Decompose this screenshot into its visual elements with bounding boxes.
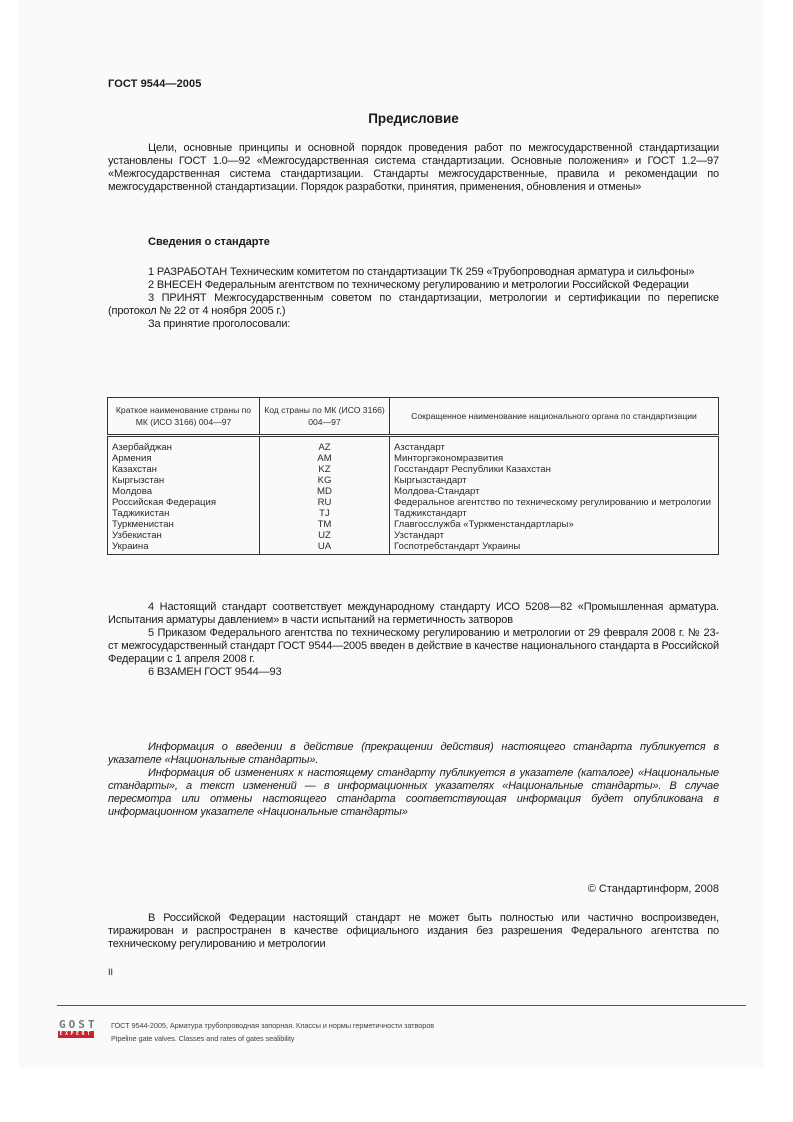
country-cell: Азербайджан <box>108 436 260 454</box>
body-cell: Кыргызстандарт <box>390 475 719 486</box>
info-item-5: 5 Приказом Федерального агентства по техническому регулированию и метрологии от 29 февраля 2008 г. № 23-ст межгосударственный стандарт ГОСТ 9544—2005 введен в действие в качестве национального стандарта в Российской Федерации с 1 апреля 2008 г. <box>108 627 719 665</box>
country-cell: Украина <box>108 541 260 555</box>
reproduction-text: В Российской Федерации настоящий стандарт не может быть полностью или частично воспроизведен, тиражирован и распространен в качестве официального издания без разрешения Федерального агентства по техническому регулированию и метрологии <box>108 912 719 950</box>
reproduction-notice <box>108 912 719 951</box>
table-row <box>108 486 719 497</box>
table-header-row <box>108 398 719 436</box>
logo-text-top: GOST <box>59 1018 98 1031</box>
info-item-4: 4 Настоящий стандарт соответствует международному стандарту ИСО 5208—82 «Промышленная арматура. Испытания арматуры давлением» в части испытаний на герметичность затворов <box>108 601 719 626</box>
page-title: Предисловие <box>368 111 459 126</box>
country-cell: Узбекистан <box>108 530 260 541</box>
table-row <box>108 475 719 486</box>
section-title: Сведения о стандарте <box>148 236 270 248</box>
footer-document-info <box>111 1019 434 1045</box>
copyright-notice: © Стандартинформ, 2008 <box>587 883 719 895</box>
country-cell: Казахстан <box>108 464 260 475</box>
info-item-6: 6 ВЗАМЕН ГОСТ 9544—93 <box>148 666 282 678</box>
standard-info-list-continued <box>108 601 719 679</box>
body-cell: Федеральное агентство по техническому регулированию и метрологии <box>390 497 719 508</box>
country-cell: Молдова <box>108 486 260 497</box>
table-row <box>108 464 719 475</box>
body-cell: Азстандарт <box>390 436 719 454</box>
country-cell: Туркменистан <box>108 519 260 530</box>
table-row <box>108 436 719 454</box>
publication-info-notes <box>108 741 719 819</box>
code-cell: RU <box>260 497 390 508</box>
country-cell: Кыргызстан <box>108 475 260 486</box>
footer-title-ru: ГОСТ 9544-2005, Арматура трубопроводная запорная. Классы и нормы герметичности затворов <box>111 1021 435 1030</box>
table-row <box>108 497 719 508</box>
body-cell: Главгосслужба «Туркменстандартлары» <box>390 519 719 530</box>
table-row <box>108 508 719 519</box>
table-row <box>108 530 719 541</box>
code-cell: UA <box>260 541 390 555</box>
info-note-2: Информация об изменениях к настоящему стандарту публикуется в указателе (каталоге) «Национальные стандарты», а текст изменений — в информационных указателях «Национальные стандарты». В случае пересмотра или отмены настоящего стандарта соответствующая информация будет опубликована в информационном указателе «Национальные стандарты» <box>108 767 719 818</box>
table-row <box>108 519 719 530</box>
intro-paragraph <box>108 142 719 194</box>
footer-title-en: Pipeline gate valves. Classes and rates of gates sealibility <box>111 1034 295 1043</box>
code-cell: AZ <box>260 436 390 454</box>
code-cell: AM <box>260 453 390 464</box>
header-country: Краткое наименование страны по МК (ИСО 3166) 004—97 <box>108 398 260 436</box>
table-row <box>108 453 719 464</box>
code-cell: TM <box>260 519 390 530</box>
body-cell: Госпотребстандарт Украины <box>390 541 719 555</box>
info-item-3: 3 ПРИНЯТ Межгосударственным советом по стандартизации, метрологии и сертификации по переписке (протокол № 22 от 4 ноября 2005 г.) <box>108 292 719 317</box>
logo-text-bottom: EXPERT <box>59 1031 93 1037</box>
info-item-1: 1 РАЗРАБОТАН Техническим комитетом по стандартизации ТК 259 «Трубопроводная арматура и сильфоны» <box>148 266 695 278</box>
code-cell: TJ <box>260 508 390 519</box>
voting-countries-table <box>107 397 719 555</box>
footer-divider <box>57 1005 746 1006</box>
page-number: II <box>108 967 114 977</box>
code-cell: KZ <box>260 464 390 475</box>
country-cell: Армения <box>108 453 260 464</box>
body-cell: Молдова-Стандарт <box>390 486 719 497</box>
country-cell: Таджикистан <box>108 508 260 519</box>
header-code: Код страны по МК (ИСО 3166) 004—97 <box>260 398 390 436</box>
body-cell: Минторгэкономразвития <box>390 453 719 464</box>
code-cell: MD <box>260 486 390 497</box>
gost-expert-logo <box>58 1018 98 1040</box>
header-body: Сокращенное наименование национального органа по стандартизации <box>390 398 719 436</box>
info-item-2: 2 ВНЕСЕН Федеральным агентством по техническому регулированию и метрологии Российской Федерации <box>148 279 689 291</box>
code-cell: KG <box>260 475 390 486</box>
body-cell: Узстандарт <box>390 530 719 541</box>
voting-intro: За принятие проголосовали: <box>148 318 291 330</box>
code-cell: UZ <box>260 530 390 541</box>
document-id-header: ГОСТ 9544—2005 <box>108 78 202 90</box>
standard-info-list <box>108 266 719 331</box>
body-cell: Таджикстандарт <box>390 508 719 519</box>
info-note-1: Информация о введении в действие (прекращении действия) настоящего стандарта публикуется в указателе «Национальные стандарты». <box>108 741 719 766</box>
body-cell: Госстандарт Республики Казахстан <box>390 464 719 475</box>
intro-text: Цели, основные принципы и основной порядок проведения работ по межгосударственной стандартизации установлены ГОСТ 1.0—92 «Межгосударственная система стандартизации. Основные положения» и ГОСТ 1.2—97 «Межгосударственная система стандартизации. Стандарты межгосударственные, правила и рекомендации по межгосударственной стандартизации. Порядок разработки, принятия, применения, обновления и отмены» <box>108 142 719 193</box>
country-cell: Российская Федерация <box>108 497 260 508</box>
table-row <box>108 541 719 555</box>
